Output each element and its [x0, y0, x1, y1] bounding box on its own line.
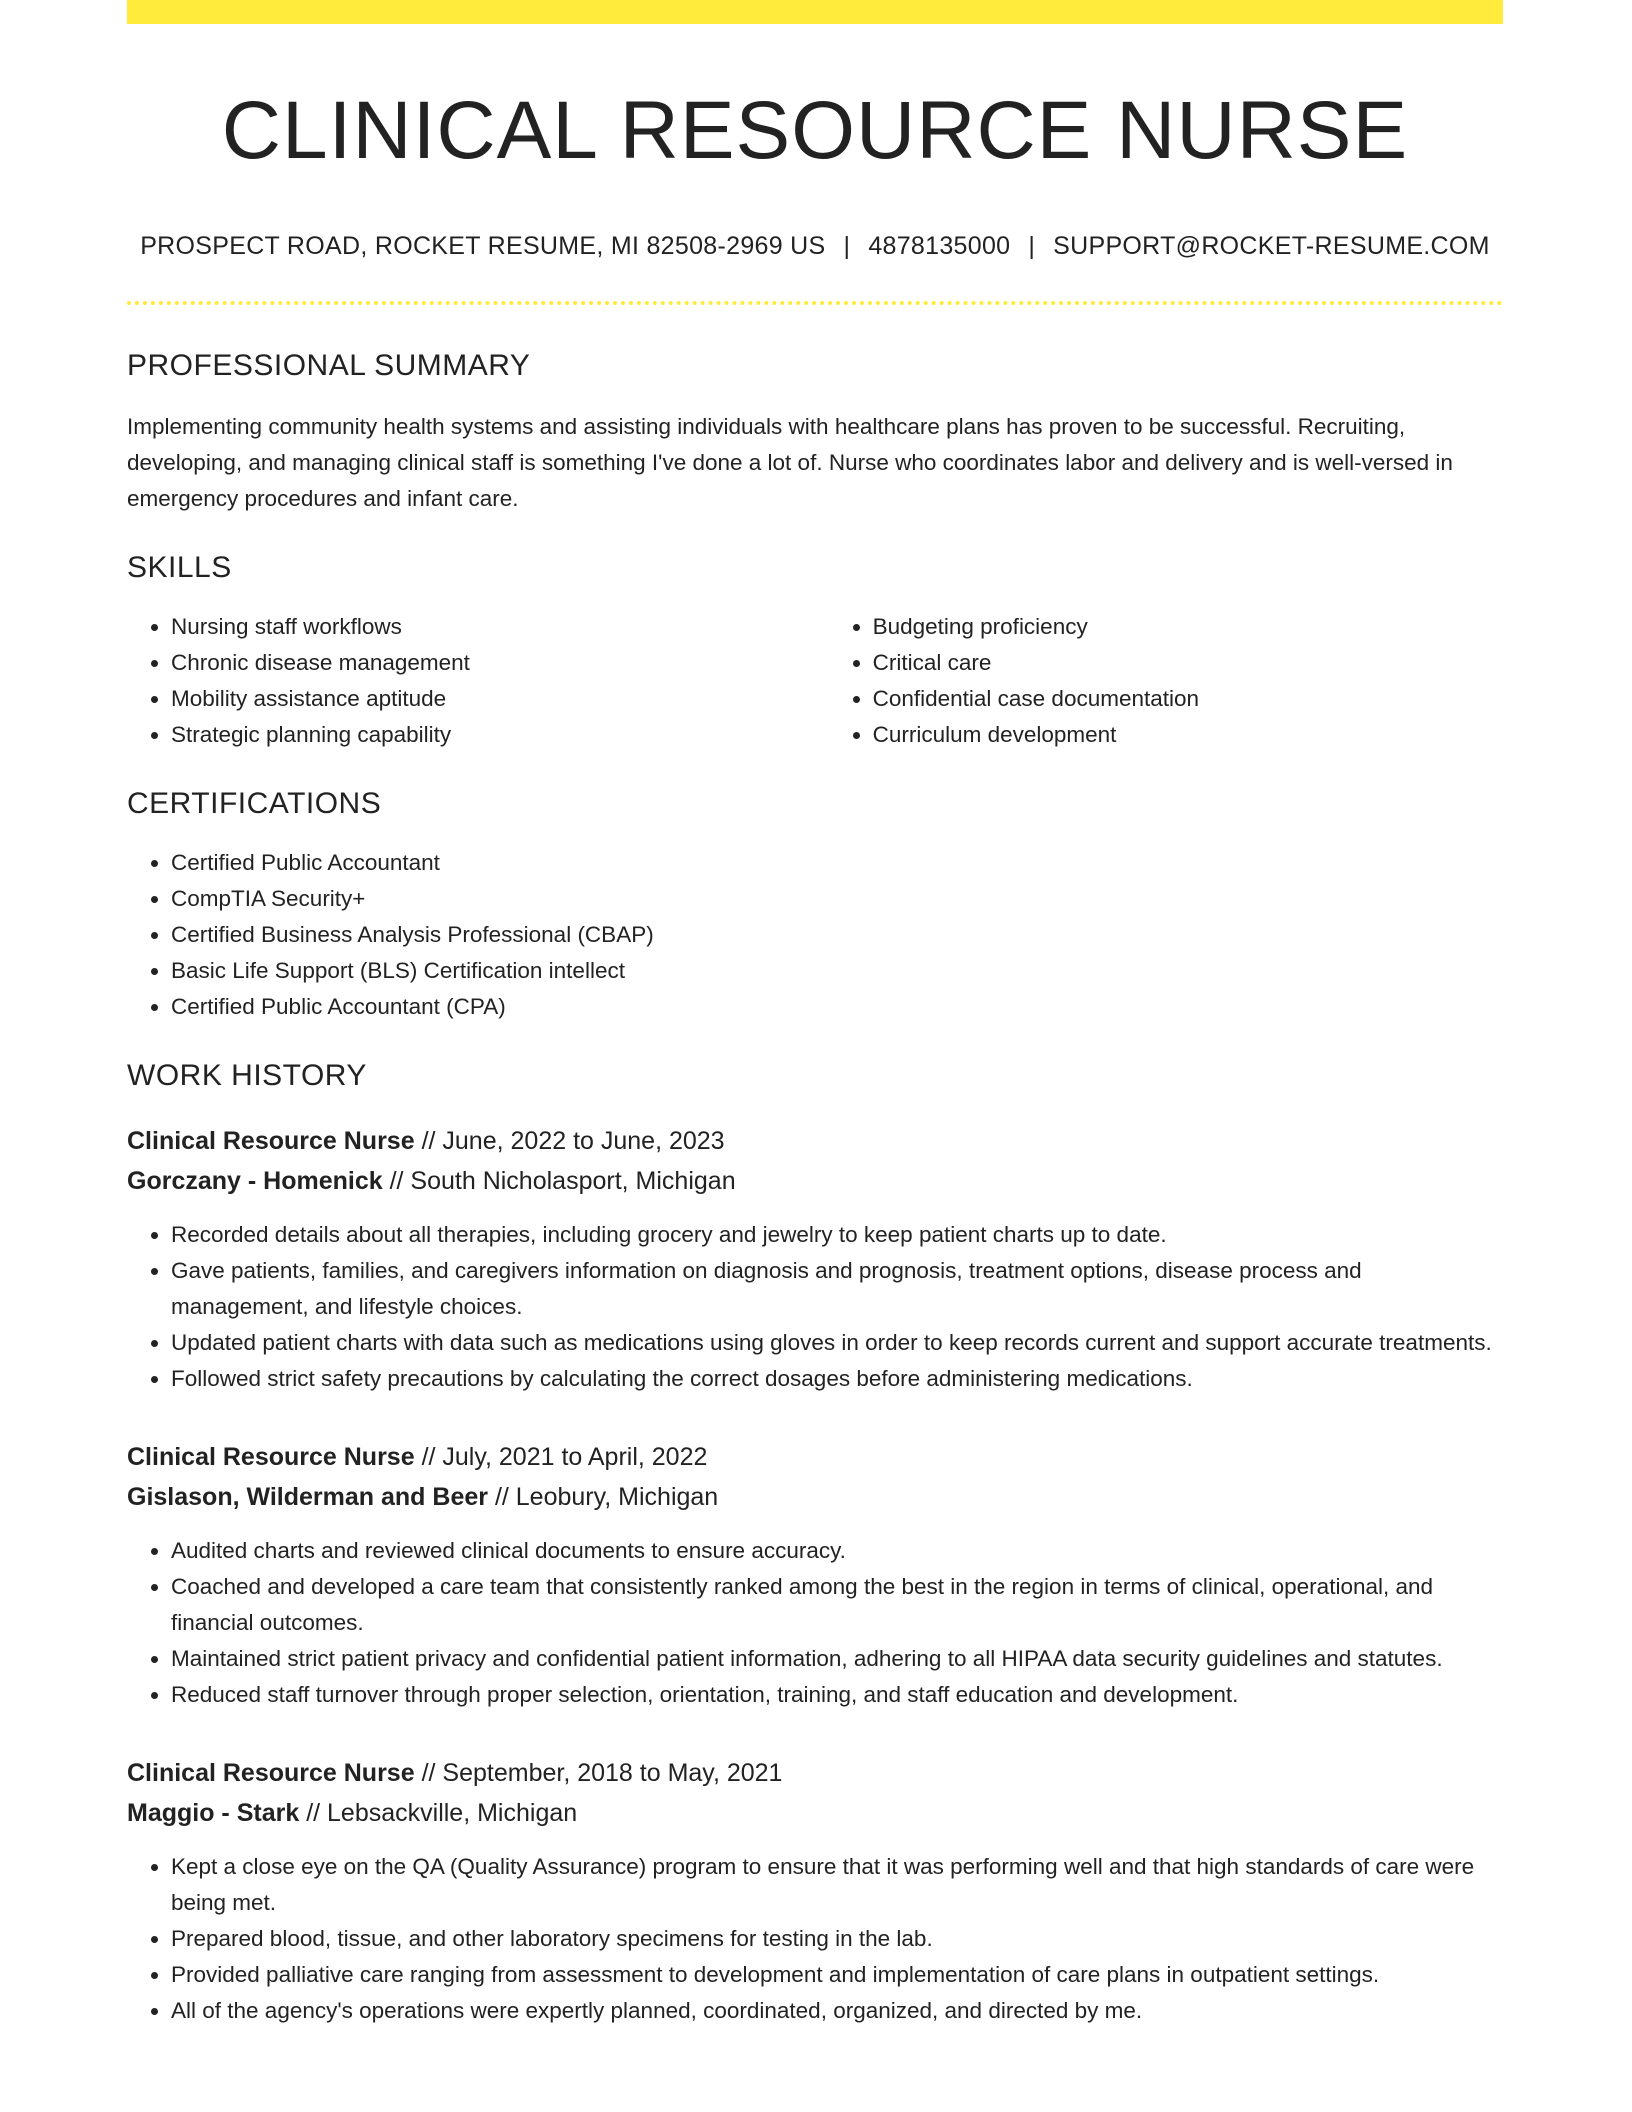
resume-page [127, 0, 1503, 2029]
job-bullets [127, 1533, 1503, 1713]
section-title-work-history: WORK HISTORY [127, 1059, 367, 1093]
job-dates: // July, 2021 to April, 2022 [414, 1443, 708, 1472]
contact-line [127, 232, 1503, 261]
job-company: Gislason, Wilderman and Beer [127, 1483, 488, 1512]
job-bullets [127, 1217, 1503, 1397]
job-bullet: • Maintained strict patient privacy and confidential patient information, adhering to all HIPAA data security guidelines and statutes. [171, 1641, 1503, 1677]
job-role-line [127, 1753, 1503, 1793]
job-location: // Lebsackville, Michigan [299, 1799, 578, 1828]
job-bullet: • Updated patient charts with data such as medications using gloves in order to keep records current and support accurate treatments. [171, 1325, 1503, 1361]
job-role-line [127, 1437, 1503, 1477]
job-bullet: • Reduced staff turnover through proper selection, orientation, training, and staff education and development. [171, 1677, 1503, 1713]
job-role: Clinical Resource Nurse [127, 1759, 415, 1788]
skill-item: • Chronic disease management [171, 645, 829, 681]
certification-item: • Certified Public Accountant [171, 845, 1503, 881]
skill-item: • Mobility assistance aptitude [171, 681, 829, 717]
job-dates: // September, 2018 to May, 2021 [414, 1759, 783, 1788]
job-dates: // June, 2022 to June, 2023 [414, 1127, 725, 1156]
skill-item: • Confidential case documentation [873, 681, 1503, 717]
skill-item: • Nursing staff workflows [171, 609, 829, 645]
job-bullet: • Recorded details about all therapies, including grocery and jewelry to keep patient charts up to date. [171, 1217, 1503, 1253]
job-entry [127, 1753, 1503, 2029]
certification-item: • Certified Business Analysis Professional (CBAP) [171, 917, 1503, 953]
certification-item: • Basic Life Support (BLS) Certification intellect [171, 953, 1503, 989]
contact-address: PROSPECT ROAD, ROCKET RESUME, MI 82508-2969 US [140, 232, 826, 261]
job-location: // South Nicholasport, Michigan [382, 1167, 736, 1196]
skills-column-1 [127, 609, 829, 753]
job-company: Gorczany - Homenick [127, 1167, 383, 1196]
job-role: Clinical Resource Nurse [127, 1127, 415, 1156]
job-bullet: • Prepared blood, tissue, and other laboratory specimens for testing in the lab. [171, 1921, 1503, 1957]
job-bullet: • All of the agency's operations were expertly planned, coordinated, organized, and directed by me. [171, 1993, 1503, 2029]
job-role: Clinical Resource Nurse [127, 1443, 415, 1472]
contact-separator: | [843, 232, 851, 261]
skill-item: • Curriculum development [873, 717, 1503, 753]
job-bullet: • Audited charts and reviewed clinical documents to ensure accuracy. [171, 1533, 1503, 1569]
job-entry [127, 1121, 1503, 1397]
job-bullets [127, 1849, 1503, 2029]
contact-email[interactable]: SUPPORT@ROCKET-RESUME.COM [1053, 232, 1490, 261]
skill-item: • Critical care [873, 645, 1503, 681]
job-bullet: • Kept a close eye on the QA (Quality Assurance) program to ensure that it was performing well and that high standards of care were being met. [171, 1849, 1503, 1921]
certification-item: • Certified Public Accountant (CPA) [171, 989, 1503, 1025]
dotted-divider [127, 301, 1503, 305]
skill-item: • Budgeting proficiency [873, 609, 1503, 645]
summary-text: Implementing community health systems and assisting individuals with healthcare plans has proven to be successful. Recruiting, developing, and managing clinical staff is something I've done a lot of. Nurse who coordinates labor and delivery and is well-versed in emergency procedures and infant care. [127, 414, 1453, 512]
job-bullet: • Provided palliative care ranging from assessment to development and implementation of care plans in outpatient settings. [171, 1957, 1503, 1993]
job-entry [127, 1437, 1503, 1713]
job-company-line [127, 1161, 1503, 1201]
skills-column-2 [829, 609, 1503, 753]
section-title-certifications: CERTIFICATIONS [127, 787, 382, 821]
job-bullet: • Gave patients, families, and caregivers information on diagnosis and prognosis, treatment options, disease process and management, and lifestyle choices. [171, 1253, 1503, 1325]
job-bullet: • Followed strict safety precautions by calculating the correct dosages before administering medications. [171, 1361, 1503, 1397]
job-company-line [127, 1793, 1503, 1833]
section-title-summary: PROFESSIONAL SUMMARY [127, 349, 531, 383]
section-title-skills: SKILLS [127, 551, 232, 585]
job-role-line [127, 1121, 1503, 1161]
accent-bar [127, 0, 1503, 24]
job-bullet: • Coached and developed a care team that consistently ranked among the best in the region in terms of clinical, operational, and financial outcomes. [171, 1569, 1503, 1641]
job-company-line [127, 1477, 1503, 1517]
skill-item: • Strategic planning capability [171, 717, 829, 753]
skills-columns [127, 609, 1503, 753]
certifications-list [127, 845, 1503, 1025]
job-company: Maggio - Stark [127, 1799, 300, 1828]
job-location: // Leobury, Michigan [488, 1483, 719, 1512]
contact-phone[interactable]: 4878135000 [868, 232, 1011, 261]
contact-separator: | [1028, 232, 1036, 261]
resume-title: CLINICAL RESOURCE NURSE [221, 85, 1409, 176]
certification-item: • CompTIA Security+ [171, 881, 1503, 917]
